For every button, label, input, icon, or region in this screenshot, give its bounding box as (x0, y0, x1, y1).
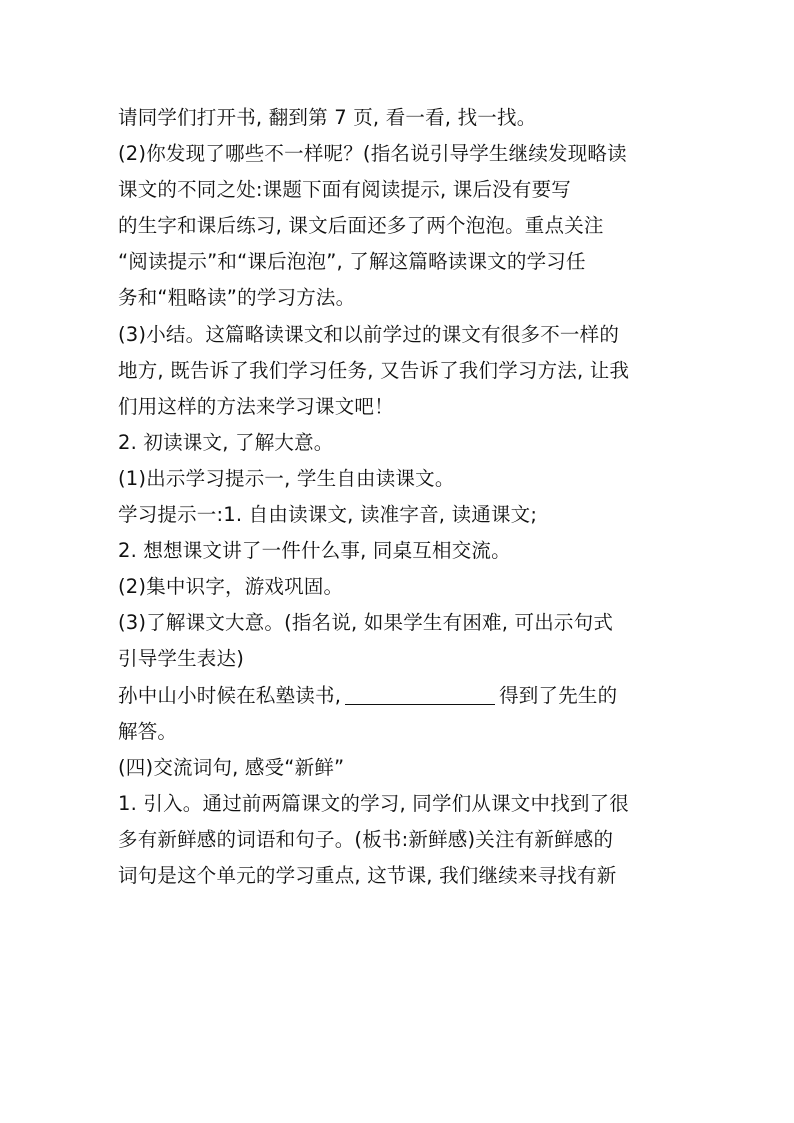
text-line: 学习提示一:1. 自由读课文, 读准字音, 读通课文; (118, 503, 538, 527)
text-line: 解答。 (118, 719, 178, 743)
text-line: 1. 引入。通过前两篇课文的学习, 同学们从课文中找到了很 (118, 791, 630, 815)
text-line: 引导学生表达) (118, 647, 245, 671)
fill-blank-after: 得到了先生的 (499, 683, 618, 707)
text-line: 2. 初读课文, 了解大意。 (118, 430, 334, 454)
text-line: 们用这样的方法来学习课文吧！ (118, 394, 394, 418)
fill-blank-line (118, 678, 678, 714)
text-line: 2. 想想课文讲了一件什么事, 同桌互相交流。 (118, 539, 511, 563)
document-body (118, 100, 678, 894)
text-line: 务和“粗略读”的学习方法。 (118, 286, 356, 310)
text-line: 词句是这个单元的学习重点, 这节课, 我们继续来寻找有新 (118, 863, 617, 887)
text-line: 请同学们打开书, 翻到第 7 页, 看一看, 找一找。 (118, 106, 537, 129)
text-line: 多有新鲜感的词语和句子。(板书:新鲜感)关注有新鲜感的 (118, 827, 614, 851)
text-line: “阅读提示”和“课后泡泡”, 了解这篇略读课文的学习任 (118, 250, 586, 274)
fill-in-blank (345, 682, 495, 705)
fill-blank-before: 孙中山小时候在私塾读书, (118, 683, 342, 707)
section-heading: (四)交流词句, 感受“新鲜” (118, 755, 345, 779)
text-line: (3)了解课文大意。(指名说, 如果学生有困难, 可出示句式 (118, 611, 614, 635)
text-line: 课文的不同之处:课题下面有阅读提示, 课后没有要写 (118, 178, 571, 202)
text-line: (2)集中识字，游戏巩固。 (118, 575, 344, 599)
text-line: (2)你发现了哪些不一样呢？(指名说引导学生继续发现略读 (118, 142, 627, 166)
text-line: (3)小结。这篇略读课文和以前学过的课文有很多不一样的 (118, 322, 620, 346)
text-line: (1)出示学习提示一, 学生自由读课文。 (118, 466, 455, 490)
text-line: 的生字和课后练习, 课文后面还多了两个泡泡。重点关注 (118, 214, 604, 238)
text-line: 地方, 既告诉了我们学习任务, 又告诉了我们学习方法, 让我 (118, 358, 630, 382)
